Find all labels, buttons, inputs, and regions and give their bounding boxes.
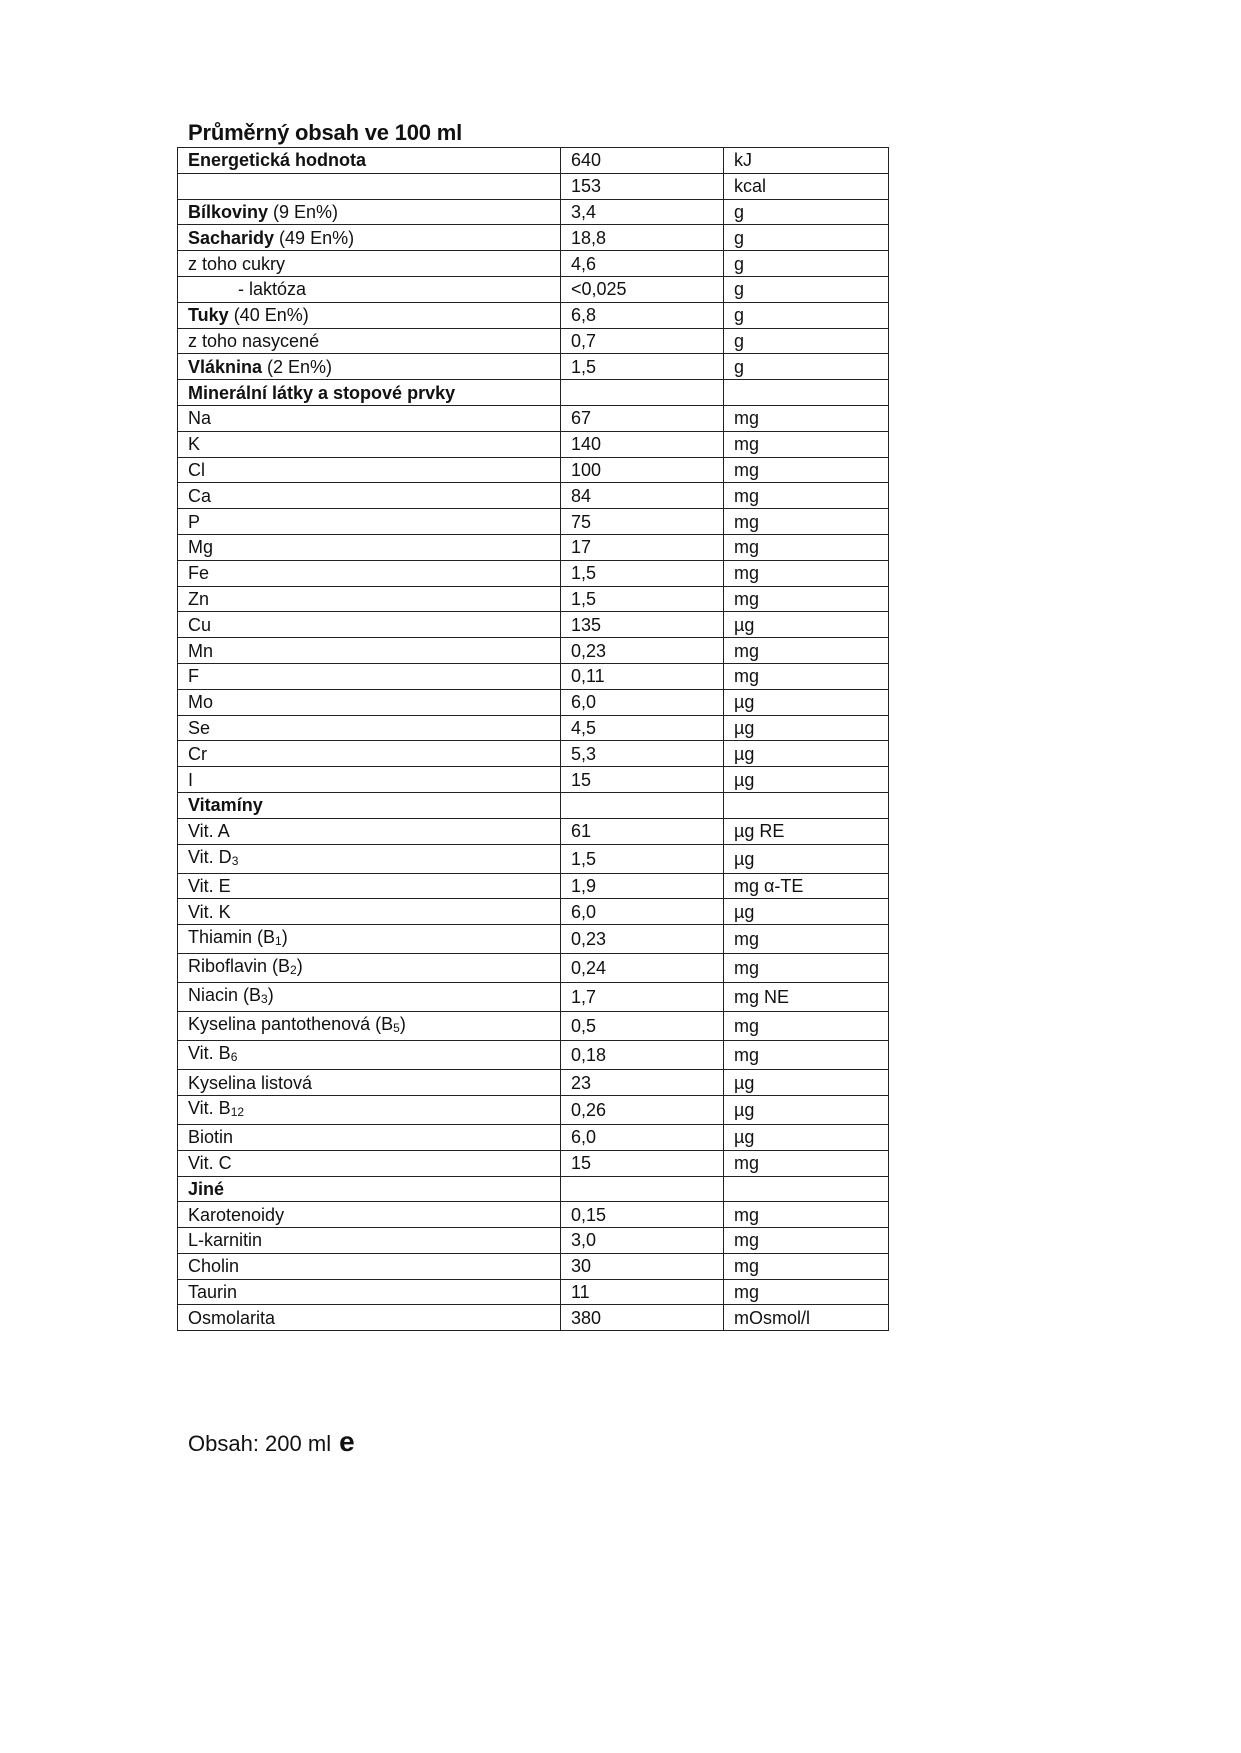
table-row [178, 1095, 889, 1124]
nutrient-name: L-karnitin [188, 1230, 263, 1251]
nutrient-value: 4,6 [561, 251, 724, 277]
table-row [178, 431, 889, 457]
nutrient-name: Mg [188, 537, 214, 558]
nutrient-name: K [188, 434, 201, 455]
table-row [178, 612, 889, 638]
nutrient-value: 11 [561, 1279, 724, 1305]
nutrient-unit: g [724, 225, 889, 251]
nutrient-value: 6,0 [561, 689, 724, 715]
table-row [178, 380, 889, 406]
nutrient-value: 23 [561, 1070, 724, 1096]
nutrient-unit: mg [724, 1041, 889, 1070]
energy-percent: (49 En%) [274, 227, 355, 248]
table-row [178, 1279, 889, 1305]
table-row [178, 560, 889, 586]
table-row [178, 534, 889, 560]
nutrient-unit: mg [724, 638, 889, 664]
table-row [178, 509, 889, 535]
nutrient-name-cell [178, 663, 561, 689]
table-row [178, 873, 889, 899]
table-row [178, 1305, 889, 1331]
nutrient-unit: mg [724, 509, 889, 535]
nutrient-value: 67 [561, 405, 724, 431]
nutrient-name-cell [178, 1095, 561, 1124]
nutrient-value: 6,0 [561, 1124, 724, 1150]
nutrient-name-cell [178, 1150, 561, 1176]
nutrient-name-closing: ) [399, 1014, 406, 1035]
nutrient-name-cell [178, 1124, 561, 1150]
nutrient-name-cell [178, 818, 561, 844]
nutrient-name: Se [188, 717, 211, 738]
nutrient-unit: µg [724, 1070, 889, 1096]
nutrient-value: 100 [561, 457, 724, 483]
nutrient-unit: µg [724, 1095, 889, 1124]
nutrient-unit: mg α-TE [724, 873, 889, 899]
nutrient-value: 1,7 [561, 983, 724, 1012]
nutrient-name-cell [178, 1253, 561, 1279]
nutrient-unit: mg [724, 483, 889, 509]
table-row [178, 251, 889, 277]
nutrient-name: I [188, 769, 194, 790]
nutrient-unit: µg RE [724, 818, 889, 844]
nutrient-name: Energetická hodnota [188, 150, 367, 171]
nutrient-unit: mg [724, 560, 889, 586]
table-row [178, 818, 889, 844]
table-row [178, 954, 889, 983]
nutrient-value: 5,3 [561, 741, 724, 767]
nutrient-unit: µg [724, 767, 889, 793]
nutrient-unit: µg [724, 1124, 889, 1150]
nutrient-name-cell [178, 148, 561, 174]
nutrient-name-cell [178, 225, 561, 251]
nutrient-name: F [188, 666, 199, 687]
nutrient-name: Riboflavin (B [188, 956, 291, 977]
nutrient-value: 3,0 [561, 1228, 724, 1254]
nutrient-unit: µg [724, 689, 889, 715]
nutrient-value: 0,5 [561, 1012, 724, 1041]
nutrient-name: Kyselina listová [188, 1072, 313, 1093]
nutrient-subscript: 6 [230, 1050, 238, 1065]
table-row [178, 405, 889, 431]
nutrient-name: Zn [188, 588, 210, 609]
table-row [178, 354, 889, 380]
table-row [178, 792, 889, 818]
nutrient-name-cell [178, 792, 561, 818]
nutrient-name: Cu [188, 614, 212, 635]
estimated-sign-mark: e [339, 1426, 355, 1457]
nutrient-name-cell [178, 873, 561, 899]
page-title: Průměrný obsah ve 100 ml [188, 120, 462, 145]
nutrient-value: 6,8 [561, 302, 724, 328]
table-row [178, 457, 889, 483]
nutrient-name: - laktóza [238, 279, 307, 300]
table-row [178, 715, 889, 741]
nutrient-name: Niacin (B [188, 985, 262, 1006]
nutrient-name-cell [178, 302, 561, 328]
nutrient-value: 1,5 [561, 354, 724, 380]
nutrient-value: 140 [561, 431, 724, 457]
nutrient-name-cell [178, 431, 561, 457]
energy-percent: (2 En%) [262, 356, 333, 377]
nutrient-value: 135 [561, 612, 724, 638]
nutrient-name: Cr [188, 743, 207, 764]
nutrient-subscript: 1 [275, 934, 282, 949]
nutrient-name: Minerální látky a stopové prvky [188, 382, 456, 403]
table-row [178, 1012, 889, 1041]
nutrient-value: 15 [561, 1150, 724, 1176]
nutrient-name: Ca [188, 485, 212, 506]
nutrient-name-cell [178, 1176, 561, 1202]
nutrient-name: Vit. E [188, 875, 231, 896]
nutrient-unit: kcal [724, 173, 889, 199]
table-row [178, 1228, 889, 1254]
nutrient-unit: g [724, 199, 889, 225]
nutrient-name: Vit. B [188, 1097, 231, 1118]
package-content-text: Obsah: 200 ml [188, 1431, 332, 1456]
nutrient-subscript: 12 [230, 1104, 245, 1119]
table-row [178, 1253, 889, 1279]
nutrient-value [561, 792, 724, 818]
nutrient-name-cell [178, 380, 561, 406]
nutrient-name-cell [178, 560, 561, 586]
nutrient-name: Kyselina pantothenová (B [188, 1014, 394, 1035]
nutrient-unit: mg [724, 1279, 889, 1305]
nutrient-name-cell [178, 199, 561, 225]
nutrient-name-cell [178, 1279, 561, 1305]
nutrient-unit: g [724, 302, 889, 328]
nutrient-name-cell [178, 173, 561, 199]
nutrient-unit: mg NE [724, 983, 889, 1012]
nutrient-unit: mg [724, 1202, 889, 1228]
nutrient-unit: mg [724, 534, 889, 560]
nutrient-name-cell [178, 457, 561, 483]
nutrient-name-cell [178, 741, 561, 767]
table-row [178, 328, 889, 354]
nutrient-unit: µg [724, 844, 889, 873]
table-row [178, 199, 889, 225]
nutrient-name: Mo [188, 692, 214, 713]
nutrient-name-cell [178, 1305, 561, 1331]
nutrient-subscript: 2 [290, 963, 297, 978]
nutrient-unit: mg [724, 1253, 889, 1279]
nutrient-name: z toho nasycené [188, 330, 320, 351]
nutrient-name: Vláknina [188, 356, 263, 377]
nutrient-unit: mg [724, 431, 889, 457]
table-row [178, 276, 889, 302]
nutrient-name: Vit. C [188, 1153, 232, 1174]
nutrient-name-cell [178, 689, 561, 715]
nutrient-name: P [188, 511, 201, 532]
nutrient-name: Tuky [188, 305, 229, 326]
table-row [178, 1041, 889, 1070]
nutrient-name-closing: ) [267, 985, 274, 1006]
energy-percent: (9 En%) [268, 201, 339, 222]
nutrient-name-cell [178, 483, 561, 509]
nutrient-unit: mg [724, 405, 889, 431]
table-row [178, 638, 889, 664]
nutrient-unit: mg [724, 1150, 889, 1176]
nutrient-name-cell [178, 1228, 561, 1254]
energy-percent: (40 En%) [228, 305, 309, 326]
nutrient-value: 84 [561, 483, 724, 509]
nutrient-unit: mg [724, 457, 889, 483]
nutrient-name: Cl [188, 459, 205, 480]
nutrient-value: 1,5 [561, 560, 724, 586]
nutrient-unit: g [724, 354, 889, 380]
nutrient-unit: g [724, 251, 889, 277]
nutrient-value: 153 [561, 173, 724, 199]
nutrient-value: 640 [561, 148, 724, 174]
nutrient-value: 15 [561, 767, 724, 793]
nutrient-name-cell [178, 767, 561, 793]
table-row [178, 663, 889, 689]
nutrient-unit: mg [724, 663, 889, 689]
nutrient-name: Cholin [188, 1256, 240, 1277]
nutrient-unit [724, 1176, 889, 1202]
nutrient-value: 4,5 [561, 715, 724, 741]
nutrient-value: 17 [561, 534, 724, 560]
nutrient-name: Sacharidy [188, 227, 275, 248]
nutrient-name-cell [178, 612, 561, 638]
nutrient-unit: g [724, 276, 889, 302]
nutrient-name: Karotenoidy [188, 1204, 285, 1225]
nutrient-name-cell [178, 925, 561, 954]
table-row [178, 483, 889, 509]
nutrient-unit: µg [724, 741, 889, 767]
nutrient-unit: µg [724, 715, 889, 741]
nutrient-name: Osmolarita [188, 1307, 276, 1328]
nutrient-name-cell [178, 328, 561, 354]
nutrient-value: 380 [561, 1305, 724, 1331]
nutrient-value: 0,23 [561, 925, 724, 954]
nutrient-unit: mg [724, 586, 889, 612]
nutrient-name-cell [178, 1070, 561, 1096]
nutrient-value: 1,5 [561, 844, 724, 873]
nutrient-value: 30 [561, 1253, 724, 1279]
table-row [178, 1176, 889, 1202]
nutrient-value: 0,15 [561, 1202, 724, 1228]
nutrient-value: <0,025 [561, 276, 724, 302]
nutrient-name: Vit. A [188, 821, 230, 842]
nutrient-name-cell [178, 509, 561, 535]
table-row [178, 983, 889, 1012]
nutrient-name-cell [178, 276, 561, 302]
nutrient-unit: g [724, 328, 889, 354]
nutrient-name-cell [178, 405, 561, 431]
nutrient-name-closing: ) [296, 956, 303, 977]
nutrient-unit: mg [724, 1228, 889, 1254]
nutrient-name-cell [178, 1041, 561, 1070]
nutrient-unit: mOsmol/l [724, 1305, 889, 1331]
nutrient-value: 1,5 [561, 586, 724, 612]
nutrient-name-cell [178, 1012, 561, 1041]
nutrient-unit: mg [724, 1012, 889, 1041]
nutrient-unit [724, 380, 889, 406]
nutrient-unit: µg [724, 612, 889, 638]
nutrient-value: 0,18 [561, 1041, 724, 1070]
table-row [178, 225, 889, 251]
nutrient-value: 0,26 [561, 1095, 724, 1124]
table-row [178, 1070, 889, 1096]
nutrient-value: 0,24 [561, 954, 724, 983]
nutrient-name-cell [178, 251, 561, 277]
nutrient-value: 0,11 [561, 663, 724, 689]
nutrient-name-cell [178, 354, 561, 380]
nutrient-name: Vit. D [188, 846, 232, 867]
table-row [178, 844, 889, 873]
nutrition-table [177, 147, 889, 1331]
nutrient-value: 75 [561, 509, 724, 535]
table-row [178, 302, 889, 328]
nutrient-name: z toho cukry [188, 253, 286, 274]
nutrient-value: 6,0 [561, 899, 724, 925]
nutrient-value [561, 1176, 724, 1202]
nutrient-value: 0,7 [561, 328, 724, 354]
nutrient-name-cell [178, 983, 561, 1012]
nutrient-name: Taurin [188, 1282, 238, 1303]
table-row [178, 741, 889, 767]
table-row [178, 586, 889, 612]
nutrient-name-cell [178, 899, 561, 925]
nutrient-value: 61 [561, 818, 724, 844]
nutrient-name-cell [178, 954, 561, 983]
nutrient-name-cell [178, 638, 561, 664]
nutrient-unit: mg [724, 925, 889, 954]
table-row [178, 1202, 889, 1228]
table-row [178, 899, 889, 925]
nutrient-name-closing: ) [281, 927, 288, 948]
nutrient-name: Vitamíny [188, 795, 263, 816]
nutrient-value: 0,23 [561, 638, 724, 664]
nutrient-value: 18,8 [561, 225, 724, 251]
nutrient-subscript: 5 [393, 1021, 400, 1036]
nutrient-unit [724, 792, 889, 818]
nutrient-name-cell [178, 586, 561, 612]
nutrient-name: Fe [188, 563, 210, 584]
table-row [178, 925, 889, 954]
table-row [178, 767, 889, 793]
nutrient-unit: µg [724, 899, 889, 925]
nutrient-value: 1,9 [561, 873, 724, 899]
nutrient-value [561, 380, 724, 406]
nutrient-name: Jiné [188, 1178, 225, 1199]
nutrient-name: Thiamin (B [188, 927, 276, 948]
nutrient-unit: kJ [724, 148, 889, 174]
nutrient-name-cell [178, 844, 561, 873]
table-row [178, 1150, 889, 1176]
table-row [178, 173, 889, 199]
nutrient-unit: mg [724, 954, 889, 983]
nutrient-name: Vit. B [188, 1043, 231, 1064]
nutrient-name-cell [178, 715, 561, 741]
nutrient-name-cell [178, 534, 561, 560]
nutrient-name-cell [178, 1202, 561, 1228]
table-row [178, 148, 889, 174]
package-content [188, 1426, 355, 1458]
nutrition-table-body [178, 148, 889, 1331]
table-row [178, 1124, 889, 1150]
nutrient-name: Mn [188, 640, 214, 661]
table-row [178, 689, 889, 715]
nutrient-name: Bílkoviny [188, 201, 269, 222]
nutrient-subscript: 3 [261, 992, 268, 1007]
nutrient-name: Na [188, 408, 212, 429]
nutrient-name: Vit. K [188, 901, 231, 922]
nutrient-subscript: 3 [231, 853, 239, 868]
nutrient-name: Biotin [188, 1127, 234, 1148]
nutrient-value: 3,4 [561, 199, 724, 225]
